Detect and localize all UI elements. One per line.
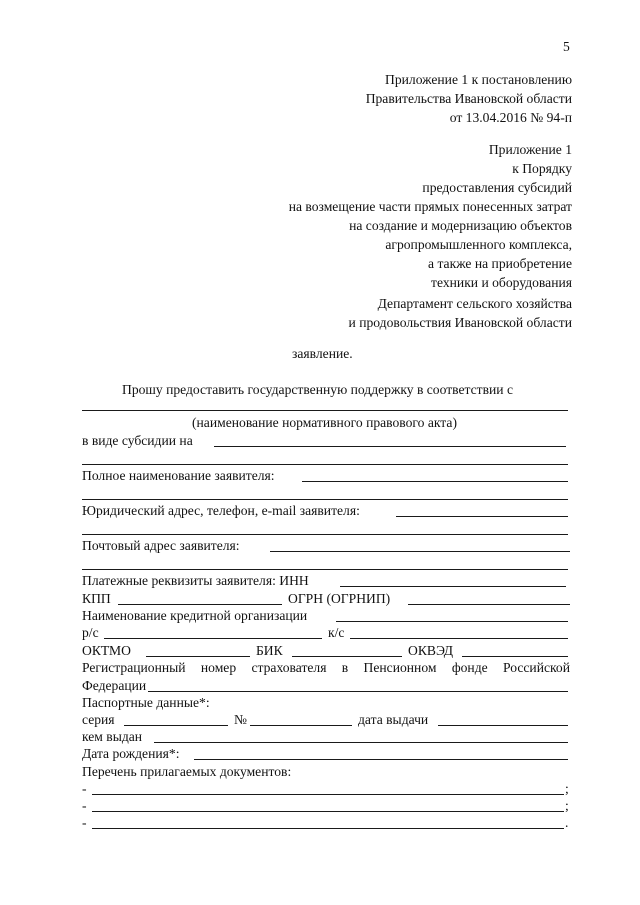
- issue-date-line[interactable]: [438, 725, 568, 726]
- doc-item-line[interactable]: [92, 794, 564, 795]
- oktmo-line[interactable]: [146, 656, 250, 657]
- header-line: на создание и модернизацию объектов: [349, 218, 572, 233]
- addressee-line: и продовольствия Ивановской области: [348, 315, 572, 330]
- series-label: серия: [82, 712, 115, 727]
- doc-item-line[interactable]: [92, 828, 564, 829]
- doc-item-end: .: [565, 815, 569, 830]
- header-line: Приложение 1: [488, 142, 572, 157]
- okved-line[interactable]: [462, 656, 568, 657]
- header-line: на возмещение части прямых понесенных затрат: [288, 199, 572, 214]
- act-name-caption: (наименование нормативного правового акта): [192, 415, 457, 430]
- legal-address-line-2[interactable]: [82, 534, 568, 535]
- birth-date-line[interactable]: [194, 759, 568, 760]
- postal-address-label: Почтовый адрес заявителя:: [82, 538, 240, 553]
- oktmo-label: ОКТМО: [82, 643, 131, 658]
- subsidy-label: в виде субсидии на: [82, 433, 193, 448]
- legal-address-line[interactable]: [396, 516, 568, 517]
- kpp-line[interactable]: [118, 604, 282, 605]
- header-line: агропромышленного комплекса,: [385, 237, 572, 252]
- header-line: к Порядку: [512, 161, 572, 176]
- header-line: Приложение 1 к постановлению: [385, 72, 572, 87]
- postal-address-line[interactable]: [270, 551, 570, 552]
- addressee: [349, 294, 572, 332]
- page-number: 5: [563, 39, 570, 54]
- intro-text: Прошу предоставить государственную поддержку в соответствии с: [122, 382, 514, 397]
- okved-label: ОКВЭД: [408, 643, 454, 658]
- document-title: заявление.: [292, 346, 353, 361]
- doc-item-dash: -: [82, 781, 87, 796]
- ks-line[interactable]: [350, 638, 568, 639]
- federation-label: Федерации: [82, 678, 147, 693]
- header-line: Правительства Ивановской области: [365, 91, 572, 106]
- bank-details-label: Платежные реквизиты заявителя: ИНН: [82, 573, 309, 588]
- ogrn-label: ОГРН (ОГРНИП): [288, 591, 391, 606]
- rs-label: р/с: [82, 625, 99, 640]
- postal-address-line-2[interactable]: [82, 569, 568, 570]
- full-name-line-2[interactable]: [82, 499, 568, 500]
- doc-item-end: ;: [565, 781, 569, 796]
- subsidy-line[interactable]: [214, 446, 566, 447]
- header-line: от 13.04.2016 № 94-п: [449, 110, 572, 125]
- act-name-line[interactable]: [82, 410, 568, 411]
- subsidy-line-2[interactable]: [82, 464, 568, 465]
- number-sign: №: [234, 712, 247, 727]
- birth-date-label: Дата рождения*:: [82, 746, 180, 761]
- issued-by-line[interactable]: [154, 742, 568, 743]
- header-line: а также на приобретение: [428, 256, 572, 271]
- credit-org-line[interactable]: [336, 621, 568, 622]
- resolution-header: [366, 70, 572, 127]
- rs-line[interactable]: [104, 638, 322, 639]
- passport-label: Паспортные данные*:: [82, 695, 210, 710]
- issued-by-label: кем выдан: [82, 729, 143, 744]
- addressee-line: Департамент сельского хозяйства: [377, 296, 572, 311]
- pension-reg-label: Регистрационный номер страхователя в Пенсионном фонде Российской: [82, 660, 570, 675]
- ks-label: к/с: [328, 625, 345, 640]
- header-line: техники и оборудования: [431, 275, 572, 290]
- full-name-line[interactable]: [302, 481, 568, 482]
- series-line[interactable]: [124, 725, 228, 726]
- kpp-label: КПП: [82, 591, 111, 606]
- bik-label: БИК: [256, 643, 283, 658]
- pension-reg-line[interactable]: [148, 691, 568, 692]
- ogrn-line[interactable]: [408, 604, 570, 605]
- doc-item-end: ;: [565, 798, 569, 813]
- doc-item-dash: -: [82, 815, 87, 830]
- legal-address-label: Юридический адрес, телефон, e-mail заявителя:: [82, 503, 360, 518]
- bik-line[interactable]: [292, 656, 402, 657]
- doc-item-dash: -: [82, 798, 87, 813]
- inn-line[interactable]: [340, 586, 566, 587]
- header-line: предоставления субсидий: [422, 180, 572, 195]
- doc-item-line[interactable]: [92, 811, 564, 812]
- full-name-label: Полное наименование заявителя:: [82, 468, 275, 483]
- appendix-header: [289, 140, 572, 292]
- issue-date-label: дата выдачи: [358, 712, 429, 727]
- credit-org-label: Наименование кредитной организации: [82, 608, 308, 623]
- number-line[interactable]: [250, 725, 352, 726]
- documents-label: Перечень прилагаемых документов:: [82, 764, 292, 779]
